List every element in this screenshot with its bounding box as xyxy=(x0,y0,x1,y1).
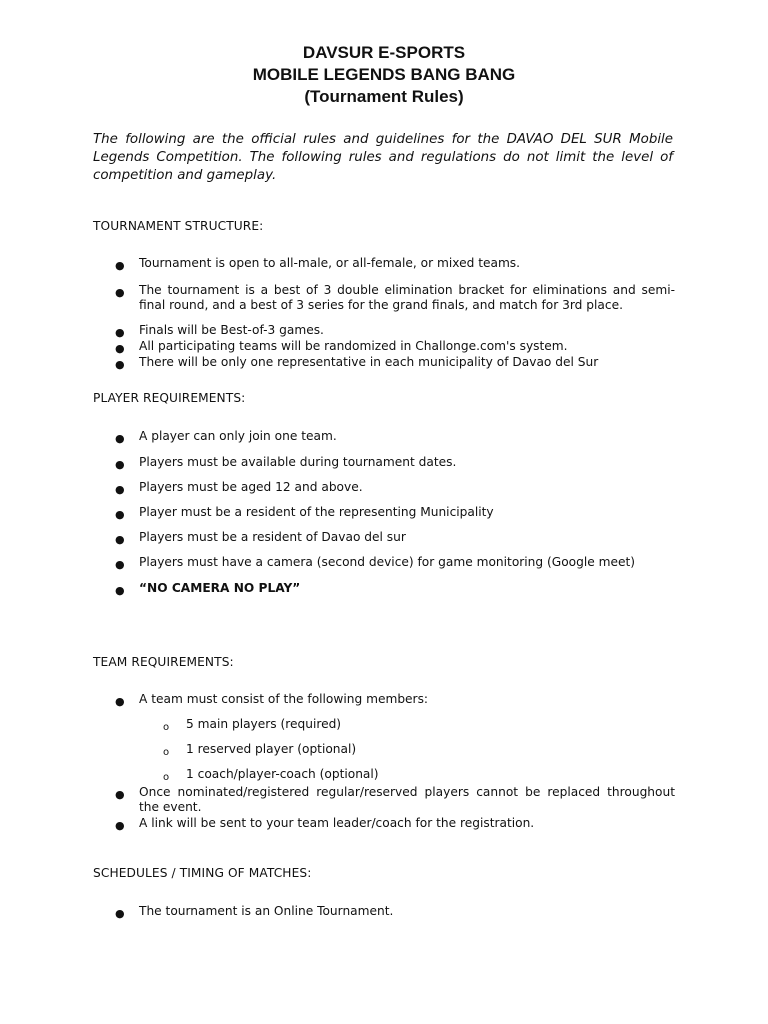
sub-bullet-icon: o xyxy=(163,772,170,783)
sub-bullet-icon: o xyxy=(163,722,170,733)
player-item: Players must be aged 12 and above. xyxy=(139,480,363,494)
bullet-icon: ● xyxy=(115,695,125,708)
title-game: MOBILE LEGENDS BANG BANG xyxy=(252,65,516,84)
heading-team-requirements: TEAM REQUIREMENTS: xyxy=(93,655,234,669)
structure-item: There will be only one representative in each municipality of Davao del Sur xyxy=(139,355,599,369)
team-item: A link will be sent to your team leader/coach for the registration. xyxy=(139,816,535,830)
sub-bullet-icon: o xyxy=(163,747,170,758)
structure-item: All participating teams will be randomized in Challonge.com's system. xyxy=(139,339,568,353)
structure-item: Finals will be Best-of-3 games. xyxy=(139,323,324,337)
heading-tournament-structure: TOURNAMENT STRUCTURE: xyxy=(93,219,264,233)
player-item: Players must be a resident of Davao del sur xyxy=(139,530,406,544)
intro-paragraph: The following are the official rules and guidelines for the DAVAO DEL SUR Mobile Legends Competition. The following rules and regulations do not limit the level of competition and gameplay. xyxy=(93,132,673,183)
team-item: Once nominated/registered regular/reserved players cannot be replaced throughout the event. xyxy=(139,785,675,814)
bullet-icon: ● xyxy=(115,326,125,339)
title-subtitle: (Tournament Rules) xyxy=(304,87,464,106)
player-item: Player must be a resident of the representing Municipality xyxy=(139,505,494,519)
bullet-icon: ● xyxy=(115,358,125,371)
player-item: Players must have a camera (second device) for game monitoring (Google meet) xyxy=(139,555,636,569)
no-camera-no-play: “NO CAMERA NO PLAY” xyxy=(139,581,301,595)
bullet-icon: ● xyxy=(115,788,125,801)
schedule-item: The tournament is an Online Tournament. xyxy=(139,904,394,918)
player-item: Players must be available during tournament dates. xyxy=(139,455,457,469)
bullet-icon: ● xyxy=(115,432,125,445)
bullet-icon: ● xyxy=(115,907,125,920)
bullet-icon: ● xyxy=(115,342,125,355)
bullet-icon: ● xyxy=(115,584,125,597)
title-org: DAVSUR E-SPORTS xyxy=(302,43,466,62)
bullet-icon: ● xyxy=(115,558,125,571)
team-sub-item: 5 main players (required) xyxy=(186,717,342,731)
team-item: A team must consist of the following members: xyxy=(139,692,429,706)
player-item: A player can only join one team. xyxy=(139,429,337,443)
bullet-icon: ● xyxy=(115,259,125,272)
bullet-icon: ● xyxy=(115,533,125,546)
bullet-icon: ● xyxy=(115,458,125,471)
team-sub-item: 1 coach/player-coach (optional) xyxy=(186,767,379,781)
team-sub-item: 1 reserved player (optional) xyxy=(186,742,357,756)
bullet-icon: ● xyxy=(115,483,125,496)
bullet-icon: ● xyxy=(115,508,125,521)
heading-player-requirements: PLAYER REQUIREMENTS: xyxy=(93,391,246,405)
structure-item: Tournament is open to all-male, or all-female, or mixed teams. xyxy=(139,256,521,270)
heading-schedules: SCHEDULES / TIMING OF MATCHES: xyxy=(93,866,312,880)
bullet-icon: ● xyxy=(115,286,125,299)
structure-item: The tournament is a best of 3 double elimination bracket for eliminations and semi-final round, and a best of 3 series for the grand finals, and match for 3rd place. xyxy=(139,283,675,312)
bullet-icon: ● xyxy=(115,819,125,832)
